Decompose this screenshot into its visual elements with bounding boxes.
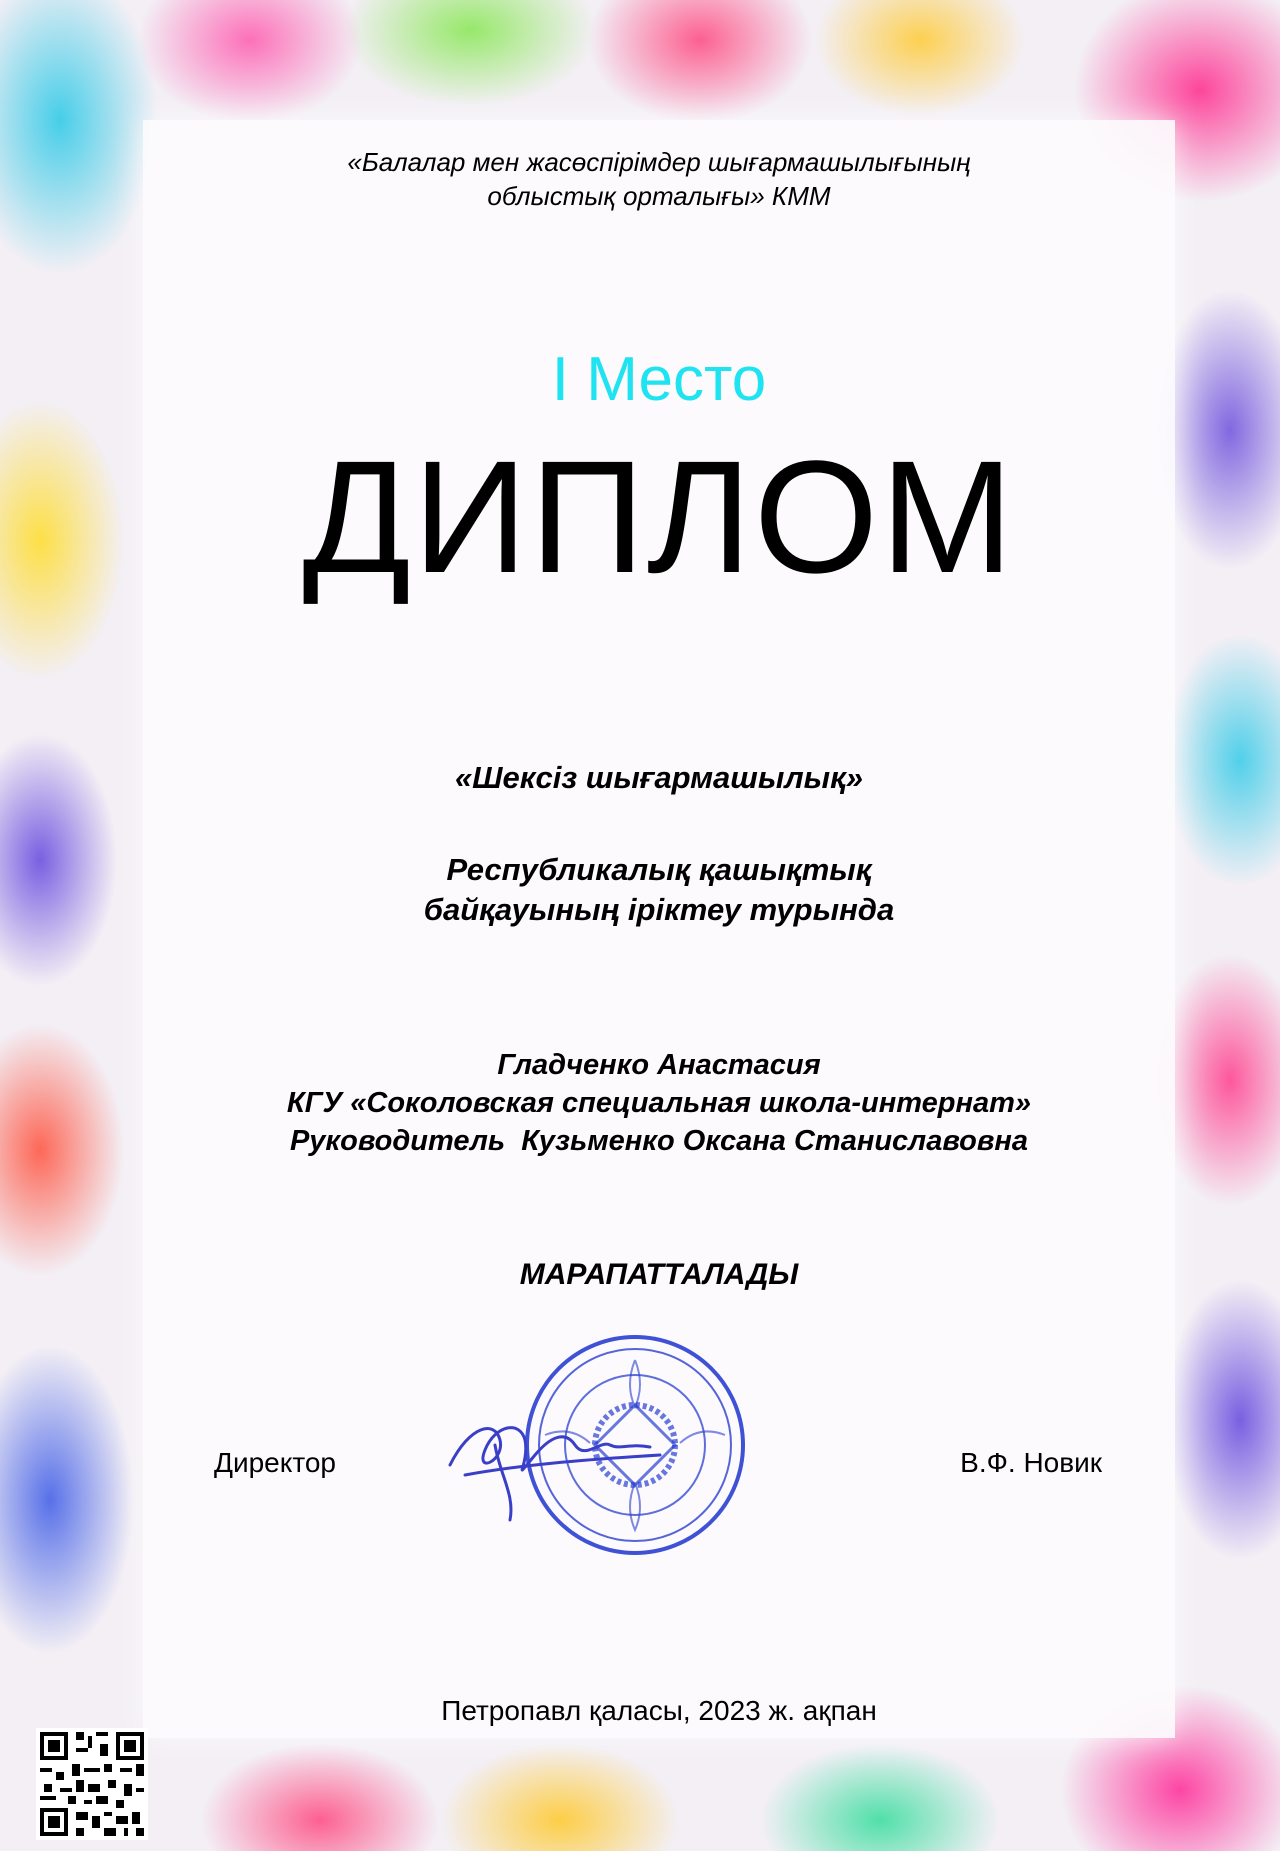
description-line-1: Республикалық қашықтық: [446, 852, 872, 887]
institution-name: КГУ «Соколовская специальная школа-интернат»: [286, 1087, 1032, 1119]
recipient-name: Гладченко Анастасия: [497, 1049, 821, 1081]
seal-icon: [440, 1325, 790, 1565]
director-name: В.Ф. Новик: [960, 1447, 1102, 1478]
director-label: Директор: [214, 1447, 336, 1478]
supervisor-name: Руководитель Кузьменко Оксана Станиславовна: [289, 1125, 1029, 1157]
organization-line-2: облыстық орталығы» КММ: [487, 181, 831, 211]
recipient-block: [143, 1046, 1175, 1160]
award-text: МАРАПАТТАЛАДЫ: [519, 1258, 799, 1291]
contest-description: [143, 850, 1175, 930]
organization-heading: [143, 145, 1175, 213]
contest-name: «Шексіз шығармашылық»: [454, 760, 864, 795]
qr-code-icon: [36, 1728, 148, 1840]
seal-signature-area: [440, 1325, 790, 1565]
signature-icon: [450, 1428, 660, 1520]
place-label: I Место: [551, 345, 767, 414]
diploma-title: ДИПЛОМ: [302, 427, 1016, 606]
description-line-2: байқауының іріктеу турында: [423, 892, 895, 927]
organization-line-1: «Балалар мен жасөспірімдер шығармашылығының: [347, 147, 971, 177]
place-and-date: Петропавл қаласы, 2023 ж. ақпан: [441, 1695, 877, 1726]
